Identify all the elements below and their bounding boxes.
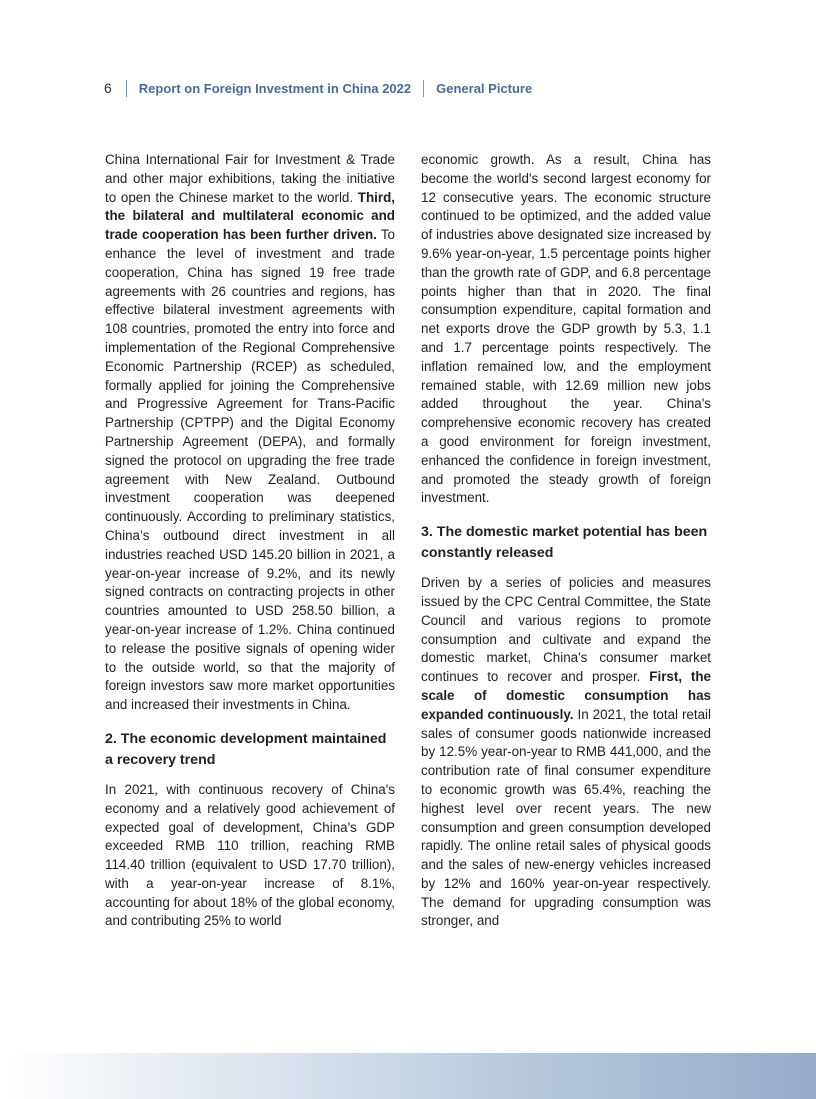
section-heading: 3. The domestic market potential has been constantly released <box>421 524 708 562</box>
paragraph: In 2021, with continuous recovery of China's economy and a relatively good achievement of expected goal of development, China's GDP exceeded RMB 110 trillion, reaching RMB 114.40 trillion (equivalent to USD 17.70 trillion), with a year-on-year increase of 8.1%, accounting for about 18% of the global economy, and contributing 25% to world <box>105 781 395 929</box>
right-column <box>421 151 711 931</box>
section-heading: 2. The economic development maintained a recovery trend <box>105 730 387 768</box>
page-number: 6 <box>104 80 112 96</box>
paragraph-text: China International Fair for Investment & Trade and other major exhibitions, taking the initiative to open the Chinese market to the world. <box>105 152 395 205</box>
report-title: Report on Foreign Investment in China 2022 <box>138 80 412 96</box>
paragraph <box>105 151 395 715</box>
header-divider <box>126 80 127 97</box>
paragraph-text: In 2021, the total retail sales of consumer goods nationwide increased by 12.5% year-on-year to RMB 441,000, and the contribution rate of final consumer expenditure to economic growth was 65.4%, reaching the highest level over recent years. The new consumption and green consumption developed rapidly. The online retail sales of physical goods and the sales of new-energy vehicles increased by 12% and 160% year-on-year respectively. The demand for upgrading consumption was stronger, and <box>421 706 711 929</box>
footer-decorative-band <box>0 1053 816 1099</box>
section-name: General Picture <box>436 80 533 96</box>
paragraph-text: To enhance the level of investment and trade cooperation, China has signed 19 free trade agreements with 26 countries and regions, has effective bilateral investment agreements with 108 countries, promoted the entry into force and implementation of the Regional Comprehensive Economic Partnership (RCEP) as scheduled, formally applied for joining the Comprehensive and Progressive Agreement for Trans-Pacific Partnership (CPTPP) and the Digital Economy Partnership Agreement (DEPA), and formally signed the protocol on upgrading the free trade agreement with New Zealand. Outbound investment cooperation was deepened continuously. According to preliminary statistics, China’s outbound direct investment in all industries reached USD 145.20 billion in 2021, a year-on-year increase of 9.2%, and its newly signed contracts on contracting projects in other countries amounted to USD 258.50 billion, a year-on-year increase of 1.2%. China continued to release the positive signals of opening wider to the outside world, so that the majority of foreign investors saw more market opportunities and increased their investments in China. <box>105 227 395 713</box>
paragraph <box>421 574 711 931</box>
paragraph: economic growth. As a result, China has become the world's second largest economy for 12 consecutive years. The economic structure continued to be optimized, and the added value of industries above designated size increased by 9.6% year-on-year, 1.5 percentage points higher than the growth rate of GDP, and 6.8 percentage points higher than that in 2020. The final consumption expenditure, capital formation and net exports drove the GDP growth by 5.3, 1.1 and 1.7 percentage points respectively. The inflation remained low, and the employment remained stable, with 12.69 million new jobs added throughout the year. China's comprehensive economic recovery has created a good environment for foreign investment, enhanced the confidence in foreign investment, and promoted the steady growth of foreign investment. <box>421 152 711 506</box>
paragraph-text: Driven by a series of policies and measures issued by the CPC Central Committee, the State Council and various regions to promote consumption and cultivate and expand the domestic market, China's consumer market continues to recover and prosper. <box>421 575 711 685</box>
header-divider <box>423 80 424 97</box>
emphasis-text: First, the scale of domestic consumption has expanded continuously. <box>421 669 712 722</box>
running-header <box>104 78 532 98</box>
left-column <box>105 151 395 931</box>
emphasis-text: Third, the bilateral and multilateral economic and trade cooperation has been further driven. <box>105 189 395 243</box>
